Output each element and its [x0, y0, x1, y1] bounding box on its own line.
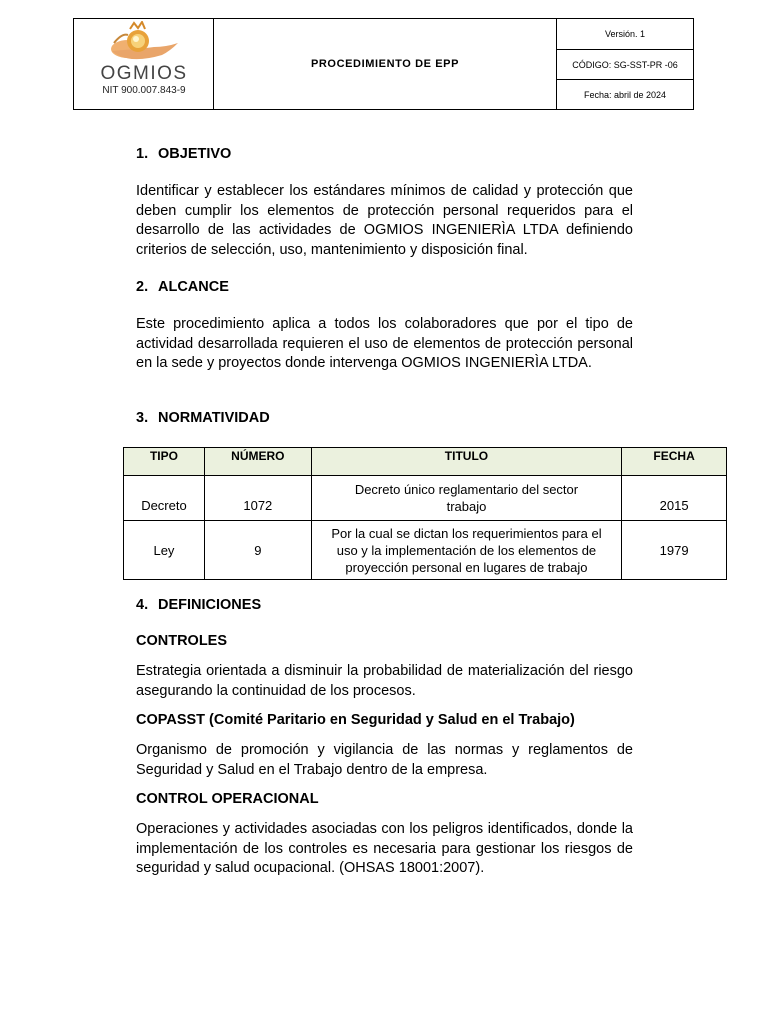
document-title: PROCEDIMIENTO DE EPP [310, 58, 460, 70]
definition-text: Operaciones y actividades asociadas con los peligros identificados, donde la implementación de los controles es necesaria para gestionar los riesgos de seguridad y salud ocupacional. (OHSAS 18001:2007). [136, 821, 633, 876]
document-header [73, 18, 694, 110]
code-cell: CÓDIGO: SG-SST-PR -06 [557, 49, 693, 79]
definition-text: Organismo de promoción y vigilancia de las normas y reglamentos de Seguridad y Salud en el Trabajo dentro de la empresa. [136, 742, 633, 778]
definition-term: CONTROL OPERACIONAL [136, 791, 319, 807]
date-cell: Fecha: abril de 2024 [557, 79, 693, 109]
section-title: ALCANCE [158, 279, 229, 295]
section-heading-definiciones [136, 597, 261, 613]
table-cell-numero: 9 [204, 521, 311, 580]
table-header-numero: NÚMERO [204, 448, 311, 476]
logo-wordmark: OGMIOS [100, 63, 188, 84]
definition-term: CONTROLES [136, 633, 228, 649]
table-cell-tipo: Decreto [124, 476, 205, 521]
section-heading-alcance [136, 279, 229, 295]
section-number: 4. [136, 597, 149, 613]
table-header-row [124, 448, 727, 476]
section-body-alcance: Este procedimiento aplica a todos los colaboradores que por el tipo de actividad desarrollada requieren el uso de elementos de protección personal en la sede y proyectos donde intervenga OGMIOS INGENIERÌA LTDA. [136, 316, 633, 371]
section-number: 1. [136, 146, 149, 162]
table-row [124, 476, 727, 521]
table-row [124, 521, 727, 580]
table-cell-titulo: Por la cual se dictan los requerimientos para el uso y la implementación de los elementos de proyección personal en lugares de trabajo [311, 521, 621, 580]
section-title: DEFINICIONES [158, 597, 262, 613]
definition-text: Estrategia orientada a disminuir la probabilidad de materialización del riesgo asegurando la continuidad de los procesos. [136, 663, 633, 699]
section-number: 3. [136, 410, 149, 426]
section-number: 2. [136, 279, 149, 295]
table-header-tipo: TIPO [124, 448, 205, 476]
section-title: NORMATIVIDAD [158, 410, 270, 426]
table-cell-numero: 1072 [204, 476, 311, 521]
section-title: OBJETIVO [158, 146, 232, 162]
table-cell-fecha: 2015 [622, 476, 727, 521]
table-header-fecha: FECHA [622, 448, 727, 476]
ogmios-logo-icon [108, 21, 180, 65]
company-logo [74, 19, 214, 109]
section-heading-objetivo [136, 146, 231, 162]
definition-term: COPASST (Comité Paritario en Seguridad y Salud en el Trabajo) [136, 712, 575, 728]
version-cell: Versión. 1 [604, 29, 646, 39]
section-heading-normatividad [136, 410, 270, 426]
document-meta [556, 19, 693, 109]
table-cell-tipo: Ley [124, 521, 205, 580]
table-cell-fecha: 1979 [622, 521, 727, 580]
company-nit: NIT 900.007.843-9 [102, 85, 186, 96]
table-header-titulo: TITULO [311, 448, 621, 476]
section-body-objetivo: Identificar y establecer los estándares mínimos de calidad y protección que deben cumplir los elementos de protección personal requeridos para el desarrollo de las actividades de OGMIOS INGENIERÌA LTDA definiendo criterios de selección, uso, mantenimiento y disposición final. [136, 183, 633, 258]
table-cell-titulo: Decreto único reglamentario del sector trabajo [311, 476, 621, 521]
normatividad-table [123, 447, 727, 580]
